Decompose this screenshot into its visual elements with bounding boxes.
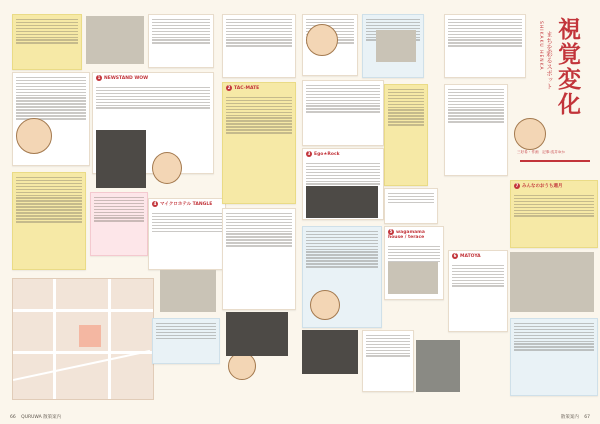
illustration-face (310, 290, 340, 320)
building-photo (376, 30, 416, 62)
area-map (12, 278, 154, 400)
text-card (444, 84, 508, 176)
section-heading: TAC-MATE (234, 86, 260, 91)
illustration-face (306, 24, 338, 56)
section-number: 2 (227, 85, 231, 90)
footer-label: 散策案内 (560, 415, 579, 420)
section-heading: Ego★Rock (314, 152, 340, 157)
title-latin: SHIKAKU HENKA (538, 21, 543, 71)
illustration-face (152, 152, 182, 184)
note-card (510, 318, 598, 396)
right-footer (561, 414, 590, 420)
hotel-photo (160, 270, 216, 312)
feature-title (530, 15, 590, 130)
footer-label: QURUWA 散策案内 (21, 415, 62, 420)
text-card (12, 72, 90, 166)
text-card (222, 208, 296, 310)
section-number: 7 (515, 183, 519, 188)
room-photo (510, 252, 594, 312)
section-heading: マイクロホテル TANGLE (160, 202, 213, 207)
page-number: 67 (584, 415, 590, 420)
note-card (90, 192, 148, 256)
note-card (12, 14, 82, 70)
section-heading: NEWSTAND WOW (104, 76, 149, 81)
left-footer (10, 414, 61, 420)
door-photo (302, 330, 358, 374)
divider (520, 160, 590, 162)
interior-photo (416, 340, 460, 392)
note-card (152, 318, 220, 364)
title-sub: まちを彩るスポット (545, 31, 553, 90)
shop-photo (96, 130, 146, 188)
credit-line: 三好希・作画 記事:浅井ゆか (517, 150, 565, 154)
section-number: 5 (389, 229, 393, 234)
illustration-face (228, 352, 256, 380)
section-number: 6 (453, 253, 457, 258)
section-card-minna (510, 180, 598, 248)
section-card-tacmate (222, 82, 296, 204)
section-heading: wagamama house / terace (388, 230, 425, 240)
text-card (148, 14, 214, 68)
title-main: 視覚変化 (554, 17, 581, 117)
shop-photo (306, 186, 378, 218)
street-photo (86, 16, 144, 64)
section-number: 1 (97, 75, 101, 80)
text-card (362, 330, 414, 392)
text-card (384, 188, 438, 224)
text-card (302, 80, 384, 146)
note-card (12, 172, 86, 270)
section-number: 3 (307, 151, 311, 156)
map-highlight (79, 325, 101, 347)
note-card (384, 84, 428, 186)
house-photo (388, 262, 438, 294)
section-card-matoya (448, 250, 508, 332)
illustration-face (16, 118, 52, 154)
section-card-tangle (148, 198, 226, 270)
interior-photo (226, 312, 288, 356)
section-number: 4 (153, 201, 157, 206)
text-card (222, 14, 296, 78)
section-heading: みんなのおうち週月 (522, 184, 563, 189)
page-number: 66 (10, 415, 16, 420)
section-heading: MATOYA (460, 254, 481, 259)
text-card (444, 14, 526, 78)
